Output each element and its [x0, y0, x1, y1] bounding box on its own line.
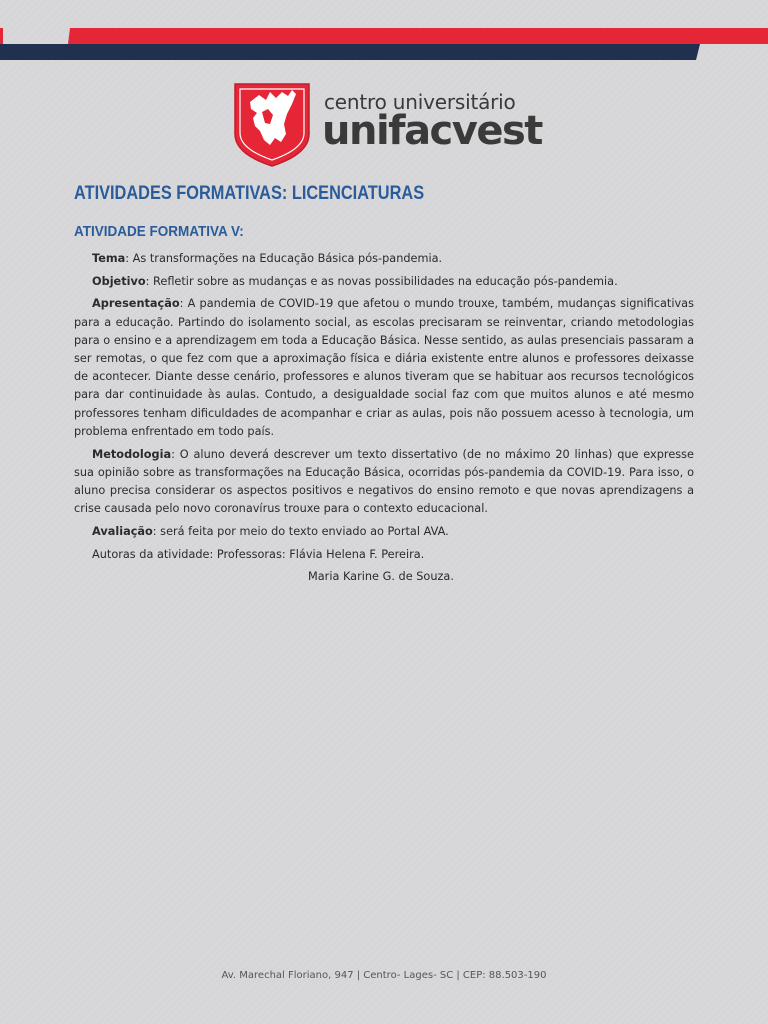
autora-signature: Maria Karine G. de Souza. — [308, 570, 454, 584]
metodologia-label: Metodologia — [92, 447, 172, 461]
avaliacao-paragraph — [74, 523, 694, 541]
metodologia-text: : O aluno deverá descrever um texto dissertativo (de no máximo 20 linhas) que expresse sua opinião sobre as transformações na Educação Básica, ocorridas pós-pandemia da COVID-19. Para isso, o aluno precisa considerar os aspectos positivos e negativos do ensino remoto e que novas aprendizagens a crise causada pelo novo coronavírus trouxe para o contexto educacional. — [74, 447, 694, 516]
tema-paragraph — [74, 250, 694, 268]
tema-label: Tema — [92, 252, 126, 265]
objetivo-text: : Refletir sobre as mudanças e as novas possibilidades na educação pós-pandemia. — [145, 274, 618, 288]
avaliacao-label: Avaliação — [92, 524, 153, 538]
avaliacao-text: : será feita por meio do texto enviado ao Portal AVA. — [152, 524, 449, 538]
document-body — [74, 250, 694, 591]
footer-address: Av. Marechal Floriano, 947 | Centro- Lages- SC | CEP: 88.503-190 — [221, 970, 547, 981]
autoras-paragraph: Autoras da atividade: Professoras: Flávia Helena F. Pereira. — [92, 547, 425, 561]
objetivo-label: Objetivo — [92, 274, 146, 288]
unifacvest-logo — [232, 82, 542, 168]
logo-title: unifacvest — [322, 108, 542, 154]
section-title: ATIVIDADE FORMATIVA V: — [74, 223, 244, 240]
shield-emblem-icon — [232, 82, 312, 168]
header-stripe — [0, 0, 768, 64]
apresentacao-text: : A pandemia de COVID-19 que afetou o mundo trouxe, também, mudanças significativas para a educação. Partindo do isolamento social, as escolas precisaram se reinventar, criando metodologias para o ensino e a aprendizagem em toda a Educação Básica. Nesse sentido, as aulas presenciais passaram a ser remotas, o que fez com que a aproximação física e diária existente entre alunos e professores deixasse de acontecer. Diante desse cenário, professores e alunos tiveram que se habituar aos recursos tecnológicos para dar continuidade às aulas. Contudo, a desigualdade social faz com que muitos alunos e até mesmo professores tenham dificuldades de acompanhar e criar as aulas, pois não possuem acesso à tecnologia, um problema enfrentado em todo país. — [74, 297, 694, 438]
apresentacao-label: Apresentação — [92, 297, 180, 311]
objetivo-paragraph — [74, 273, 694, 291]
apresentacao-paragraph — [74, 295, 694, 441]
tema-text: : As transformações na Educação Básica pós-pandemia. — [125, 252, 443, 265]
logo-subtitle: centro universitário — [324, 90, 516, 114]
page-title: ATIVIDADES FORMATIVAS: LICENCIATURAS — [74, 183, 425, 204]
metodologia-paragraph — [74, 446, 694, 519]
